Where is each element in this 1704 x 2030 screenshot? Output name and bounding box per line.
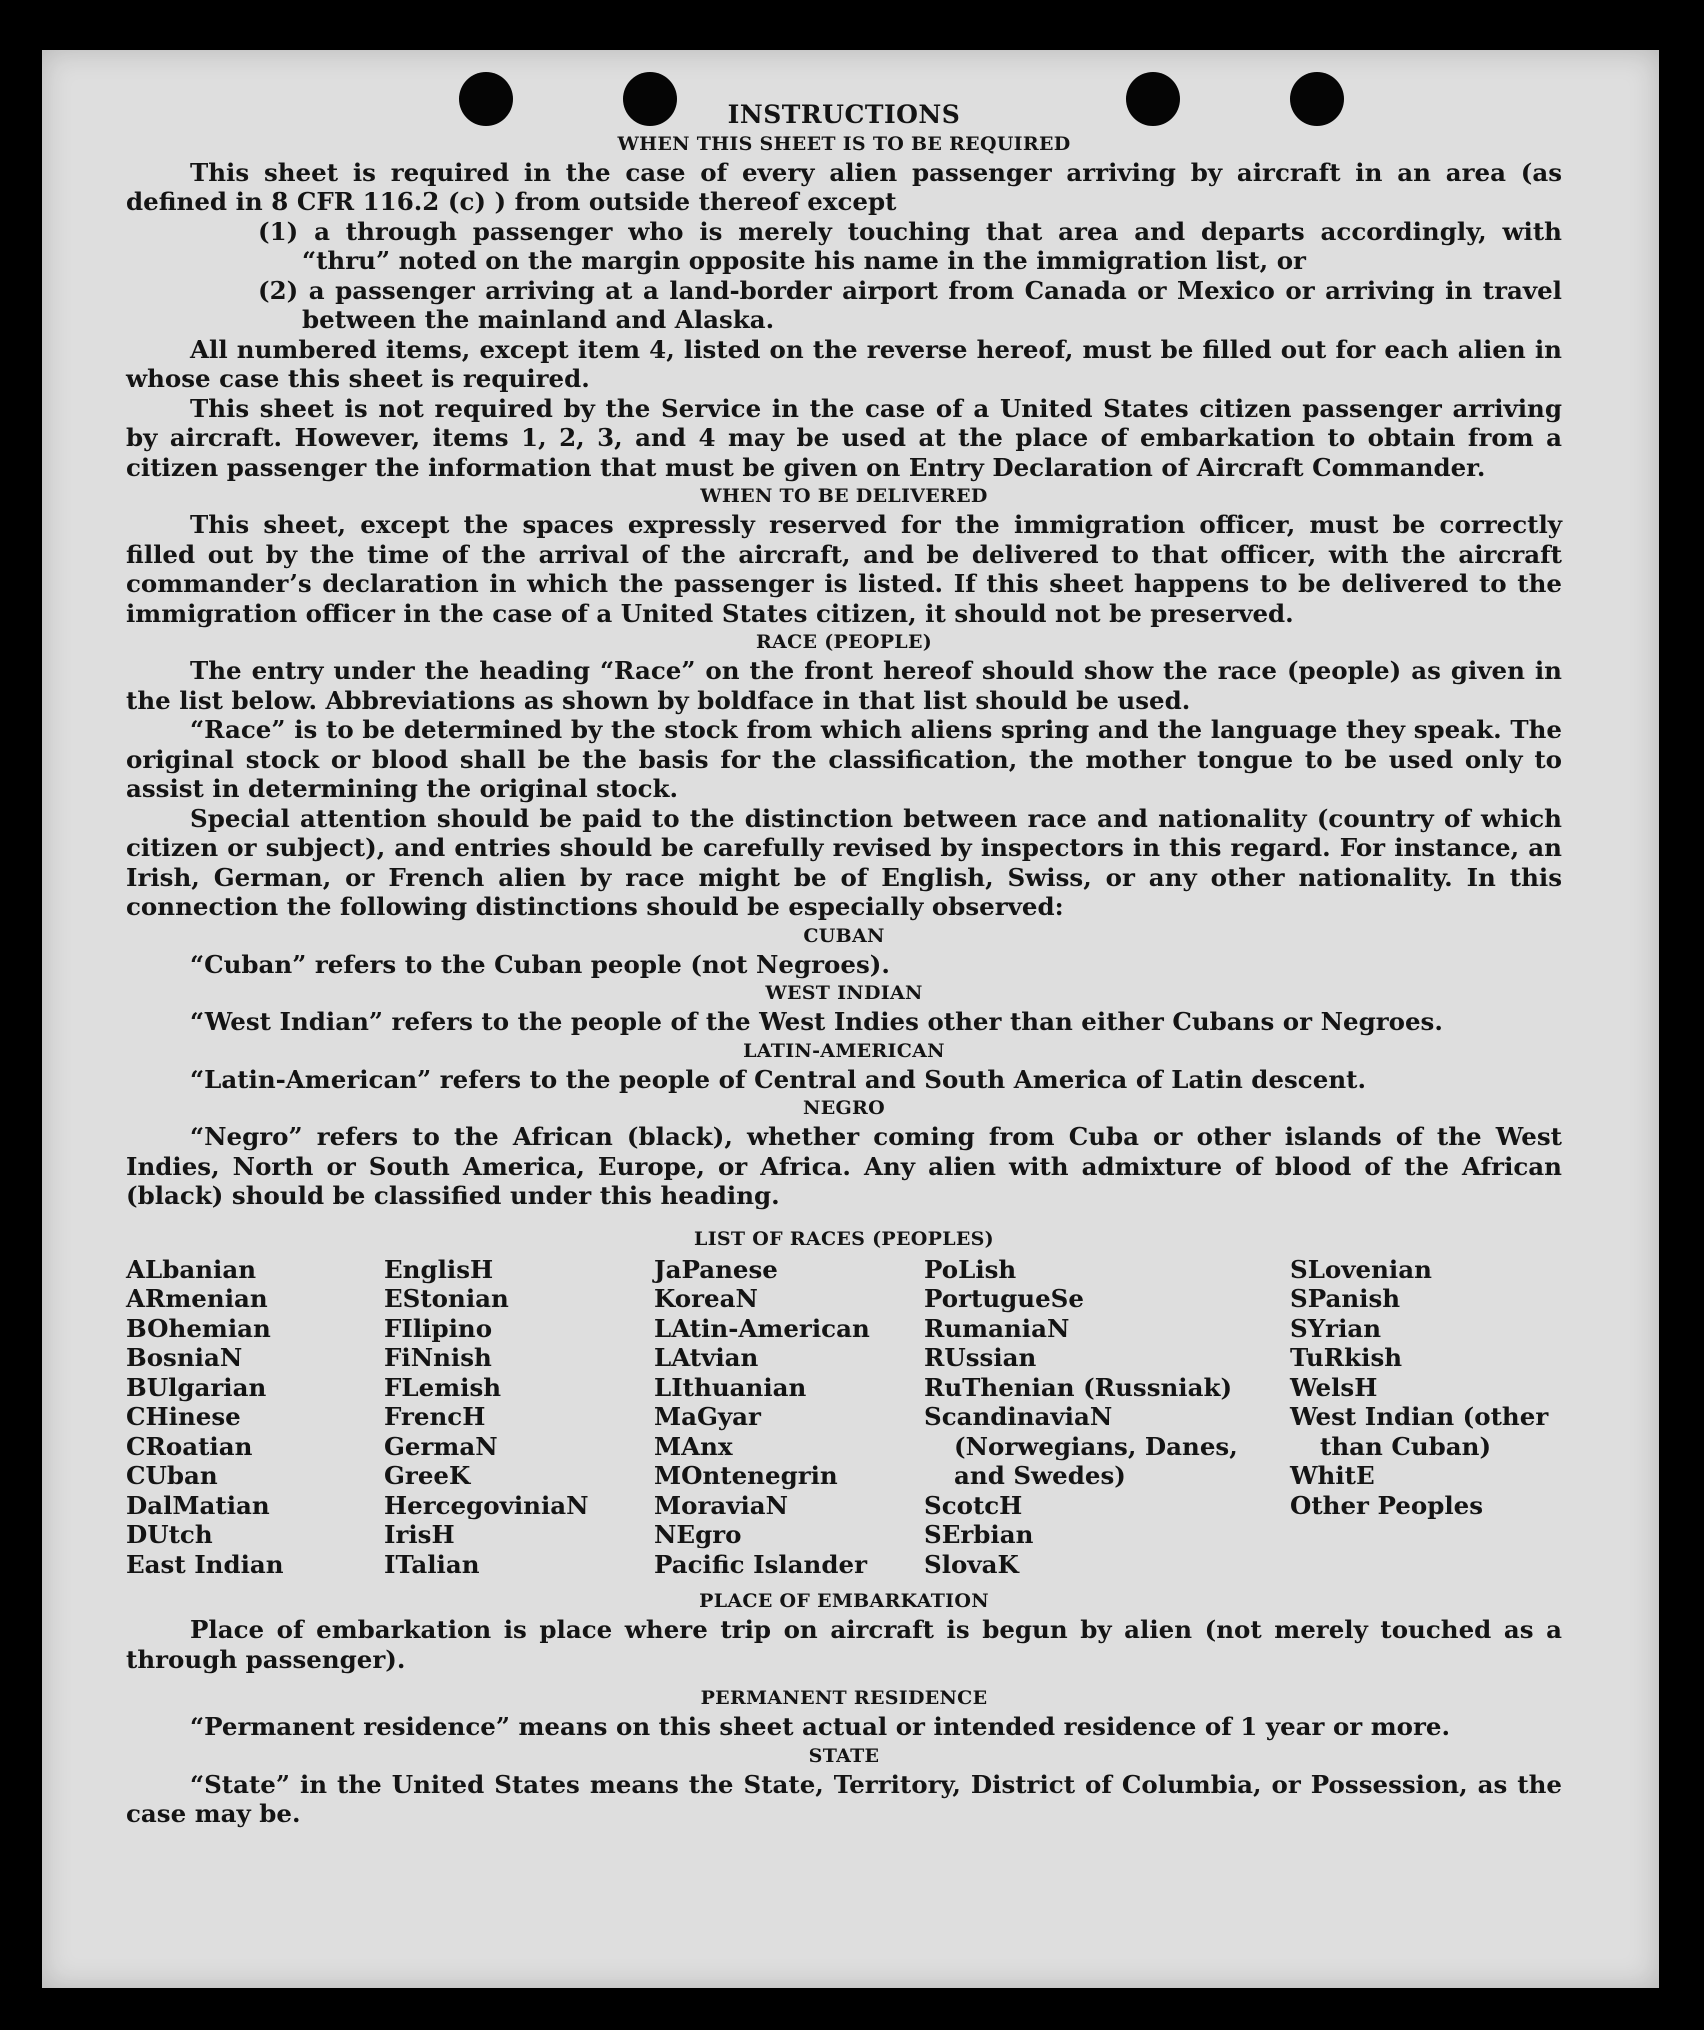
list-item: GermaN — [384, 1431, 498, 1461]
paragraph: This sheet, except the spaces expressly reserved for the immigration officer, must be correctly filled out by the time of the arrival of the aircraft, and be delivered to that officer, with the aircraft commander’s declaration in which the passenger is listed. If this sheet happens to be delivered to the immigration officer in the case of a United States citizen, it should not be preserved. — [126, 510, 1562, 628]
list-item: East Indian — [126, 1549, 284, 1579]
exception-item-2: (2) a passenger arriving at a land-border airport from Canada or Mexico or arriving in travel between the mainland and Alaska. — [258, 275, 1562, 334]
list-item: MOntenegrin — [654, 1461, 838, 1490]
list-item: ScotcH — [924, 1490, 1023, 1520]
instructions-body — [126, 100, 1562, 1829]
list-item: WhitE — [1290, 1461, 1375, 1490]
paragraph: This sheet is not required by the Service in the case of a United States citizen passenger arriving by aircraft. However, items 1, 2, 3, and 4 may be used at the place of embarkation to obtain from a citizen passenger the information that must be given on Entry Declaration of Aircraft Commander. — [126, 393, 1562, 482]
list-item: MAnx — [654, 1431, 733, 1461]
list-item: FiNnish — [384, 1343, 492, 1372]
list-item: Other Peoples — [1290, 1490, 1484, 1520]
list-item: LIthuanian — [654, 1372, 807, 1402]
list-item: GreeK — [384, 1461, 471, 1490]
list-item: PortugueSe — [924, 1284, 1084, 1313]
list-item: CHinese — [126, 1402, 241, 1431]
list-item: DUtch — [126, 1520, 213, 1549]
list-item: EnglisH — [384, 1254, 494, 1284]
list-item: ALbanian — [126, 1254, 257, 1284]
list-item: ITalian — [384, 1549, 480, 1579]
document-page — [42, 50, 1659, 1988]
section-heading-when-required: WHEN THIS SHEET IS TO BE REQUIRED — [617, 132, 1071, 155]
list-item: IrisH — [384, 1520, 455, 1549]
section-heading-permanent-residence: PERMANENT RESIDENCE — [700, 1687, 988, 1709]
list-item: SPanish — [1290, 1284, 1401, 1313]
paragraph: Place of embarkation is place where trip on aircraft is begun by alien (not merely touched as a through passenger). — [126, 1615, 1562, 1674]
paragraph: Special attention should be paid to the distinction between race and nationality (country of which citizen or subject), and entries should be carefully revised by inspectors in this regard. For instance, an Irish, German, or French alien by race might be of English, Swiss, or any other nationality. In this connection the following distinctions should be especially observed: — [126, 803, 1562, 921]
list-item: EStonian — [384, 1284, 509, 1313]
list-item: WelsH — [1290, 1372, 1378, 1402]
list-item: CRoatian — [126, 1431, 253, 1461]
list-item: FrencH — [384, 1402, 486, 1431]
list-item: BosniaN — [126, 1343, 243, 1372]
paragraph: “West Indian” refers to the people of the West Indies other than either Cubans or Negroes. — [190, 1007, 1443, 1036]
races-list — [126, 1255, 1562, 1580]
list-item: MoraviaN — [654, 1490, 789, 1520]
list-item: West Indian (other than Cuban) — [1290, 1402, 1549, 1461]
page-title: INSTRUCTIONS — [727, 100, 961, 129]
list-item: RUssian — [924, 1343, 1037, 1372]
section-heading-race: RACE (PEOPLE) — [755, 631, 933, 653]
section-heading-cuban: CUBAN — [803, 924, 885, 947]
races-column-2 — [384, 1255, 654, 1580]
list-item: SLovenian — [1290, 1254, 1432, 1284]
list-item: RumaniaN — [924, 1313, 1070, 1343]
list-item: SlovaK — [924, 1549, 1019, 1579]
list-item: BUlgarian — [126, 1372, 267, 1402]
list-item: MaGyar — [654, 1402, 761, 1431]
paragraph: “Race” is to be determined by the stock from which aliens spring and the language they speak. The original stock or blood shall be the basis for the classification, the mother tongue to be used only to assist in determining the original stock. — [126, 715, 1562, 803]
list-item: FIlipino — [384, 1313, 493, 1343]
list-item: NEgro — [654, 1520, 742, 1549]
section-heading-west-indian: WEST INDIAN — [765, 982, 923, 1004]
section-heading-embarkation: PLACE OF EMBARKATION — [699, 1590, 989, 1612]
exception-item-1: (1) a through passenger who is merely touching that area and departs accordingly, with “thru” noted on the margin opposite his name in the immigration list, or — [258, 216, 1562, 275]
list-item: LAtvian — [654, 1343, 759, 1372]
list-item: DalMatian — [126, 1490, 270, 1520]
races-column-3 — [654, 1255, 924, 1580]
list-item: ScandinaviaN (Norwegians, Danes, and Swedes) — [924, 1402, 1238, 1490]
paragraph: “Permanent residence” means on this sheet actual or intended residence of 1 year or more. — [190, 1712, 1451, 1741]
list-item: BOhemian — [126, 1313, 271, 1343]
section-heading-latin-american: LATIN-AMERICAN — [743, 1039, 945, 1062]
paragraph: All numbered items, except item 4, listed on the reverse hereof, must be filled out for each alien in whose case this sheet is required. — [126, 334, 1562, 393]
list-item: HercegovinіaN — [384, 1490, 589, 1520]
section-heading-negro: NEGRO — [803, 1097, 885, 1119]
paragraph: “Cuban” refers to the Cuban people (not Negroes). — [190, 949, 890, 979]
list-item: KoreaN — [654, 1284, 758, 1313]
paragraph: The entry under the heading “Race” on the front hereof should show the race (people) as given in the list below. Abbreviations as shown by boldface in that list should be used. — [126, 656, 1562, 715]
list-item: SErbian — [924, 1520, 1034, 1549]
list-item: FLemish — [384, 1372, 502, 1402]
list-item: PoLish — [924, 1254, 1017, 1284]
list-item: CUban — [126, 1461, 218, 1490]
list-item: SYrian — [1290, 1313, 1382, 1343]
paragraph: “Latin-American” refers to the people of Central and South America of Latin descent. — [190, 1064, 1366, 1094]
list-item: TuRkish — [1290, 1343, 1403, 1372]
list-item: JaPanese — [654, 1254, 778, 1284]
list-item: LAtin-American — [654, 1313, 870, 1343]
paragraph: “State” in the United States means the State, Territory, District of Columbia, or Possession, as the case may be. — [126, 1769, 1562, 1828]
section-heading-when-delivered: WHEN TO BE DELIVERED — [700, 485, 988, 507]
races-column-1 — [126, 1255, 384, 1580]
section-heading-state: STATE — [808, 1744, 880, 1767]
list-item: ARmenian — [126, 1284, 268, 1313]
list-item: RuThenian (Russniak) — [924, 1372, 1233, 1402]
paragraph: “Negro” refers to the African (black), whether coming from Cuba or other islands of the West Indies, North or South America, Europe, or Africa. Any alien with admixture of blood of the African (black) should be classified under this heading. — [126, 1122, 1562, 1210]
races-column-5 — [1290, 1255, 1562, 1580]
section-heading-list-of-races: LIST OF RACES (PEOPLES) — [694, 1227, 994, 1250]
races-column-4 — [924, 1255, 1290, 1580]
list-item: Pacific Islander — [654, 1549, 867, 1579]
paragraph: This sheet is required in the case of every alien passenger arriving by aircraft in an area (as defined in 8 CFR 116.2 (c) ) from outside thereof except — [126, 157, 1562, 216]
